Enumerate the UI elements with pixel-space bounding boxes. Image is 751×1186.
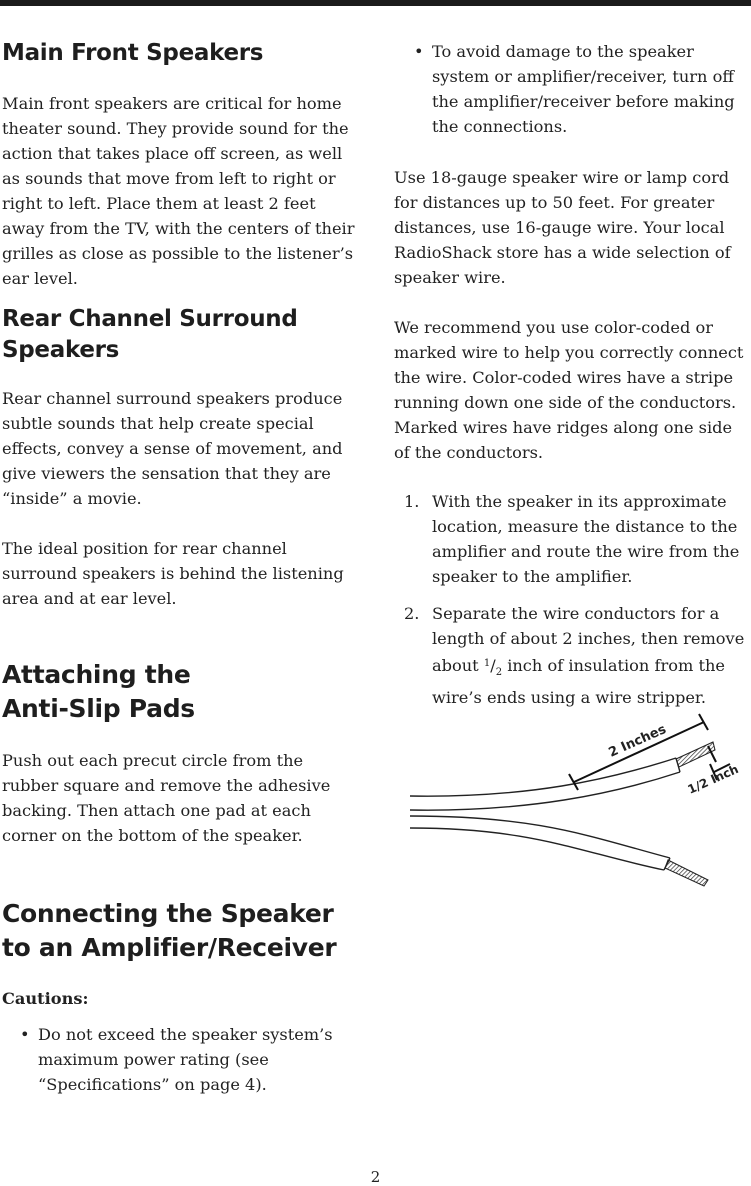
list-item (394, 39, 748, 139)
heading-pads-line2: Anti-Slip Pads (2, 694, 195, 723)
heading-connecting-line2: to an Amplifier/Receiver (2, 933, 337, 962)
upper-wire-bottom-edge (410, 772, 680, 810)
color-coded-paragraph: We recommend you use color-coded or marked wire to help you correctly connect the wire. Color-coded wires have a stripe running down one side of the conductors. Marked wires have ridges along one side of the conductors. (394, 318, 744, 462)
caution-text: To avoid damage to the speaker system or amplifier/receiver, turn off the amplifier/receiver before making the connections. (432, 42, 735, 136)
heading-anti-slip-pads (2, 658, 356, 726)
heading-pads-line1: Attaching the (2, 660, 191, 689)
bullet-dot: • (414, 42, 424, 61)
cautions-list (2, 1022, 356, 1097)
fraction-numerator: 1 (483, 658, 491, 669)
heading-rear-channel (2, 304, 356, 366)
wire-stripping-figure (408, 712, 744, 892)
cautions-list-continued (394, 39, 748, 139)
heading-connecting-line1: Connecting the Speaker (2, 899, 334, 928)
rear-body-1: Rear channel surround speakers produce subtle sounds that help create special effects, convey a sense of movement, and give viewers the sensation that they are “inside” a movie. (2, 389, 343, 508)
fraction-slash: / (490, 656, 496, 675)
label-2-inches: 2 Inches (606, 722, 669, 761)
dimension-tick (699, 714, 708, 730)
wire-gauge-paragraph: Use 18-gauge speaker wire or lamp cord for distances up to 50 feet. For greater distances, use 16-gauge wire. Your local RadioShack store has a wide selection of speaker wire. (394, 168, 731, 287)
caution-text: Do not exceed the speaker system’s maximum power rating (see “Specifications” on page 4). (38, 1025, 333, 1094)
cautions-label: Cautions: (2, 989, 89, 1008)
heading-rear-line2: Speakers (2, 337, 120, 363)
upper-bare-conductor (676, 742, 715, 767)
label-half-inch: 1/2 Inch (685, 762, 741, 797)
heading-rear-line1: Rear Channel Surround (2, 306, 298, 332)
top-rule (0, 0, 751, 6)
step-text: Separate the wire conductors for a length of about 2 inches, then remove about $^1/_2$ inch of insulation from the wire’s ends using a wire stripper. (432, 604, 745, 708)
dimension-tick (569, 774, 578, 790)
lower-wire-bottom-edge (410, 828, 664, 870)
step-number: 1. (404, 492, 420, 511)
fraction-denominator: 2 (495, 667, 503, 679)
list-item (2, 1022, 356, 1097)
steps-list (394, 489, 748, 722)
rear-body-2: The ideal position for rear channel surround speakers is behind the listening area and at ear level. (2, 539, 344, 608)
lower-wire-top-edge (410, 816, 670, 858)
dimension-line-2-inches (574, 722, 704, 782)
list-item (394, 489, 748, 589)
pads-body: Push out each precut circle from the rubber square and remove the adhesive backing. Then attach one pad at each corner on the bottom of the speaker. (2, 751, 331, 845)
lower-bare-conductor (665, 860, 708, 886)
heading-main-front-speakers: Main Front Speakers (2, 40, 264, 66)
page-number: 2 (370, 1168, 381, 1186)
step-text: With the speaker in its approximate location, measure the distance to the amplifier and route the wire from the speaker to the amplifier. (432, 492, 740, 586)
heading-connecting (2, 897, 356, 965)
bullet-dot: • (20, 1025, 30, 1044)
list-item (394, 601, 748, 710)
step-number: 2. (404, 604, 420, 623)
upper-wire-top-edge (410, 758, 676, 796)
main-front-body: Main front speakers are critical for home theater sound. They provide sound for the action that takes place off screen, as well as sounds that move from left to right or right to left. Place them at least 2 feet away from the TV, with the centers of their grilles as close as possible to the listener’s ear level. (2, 94, 355, 288)
